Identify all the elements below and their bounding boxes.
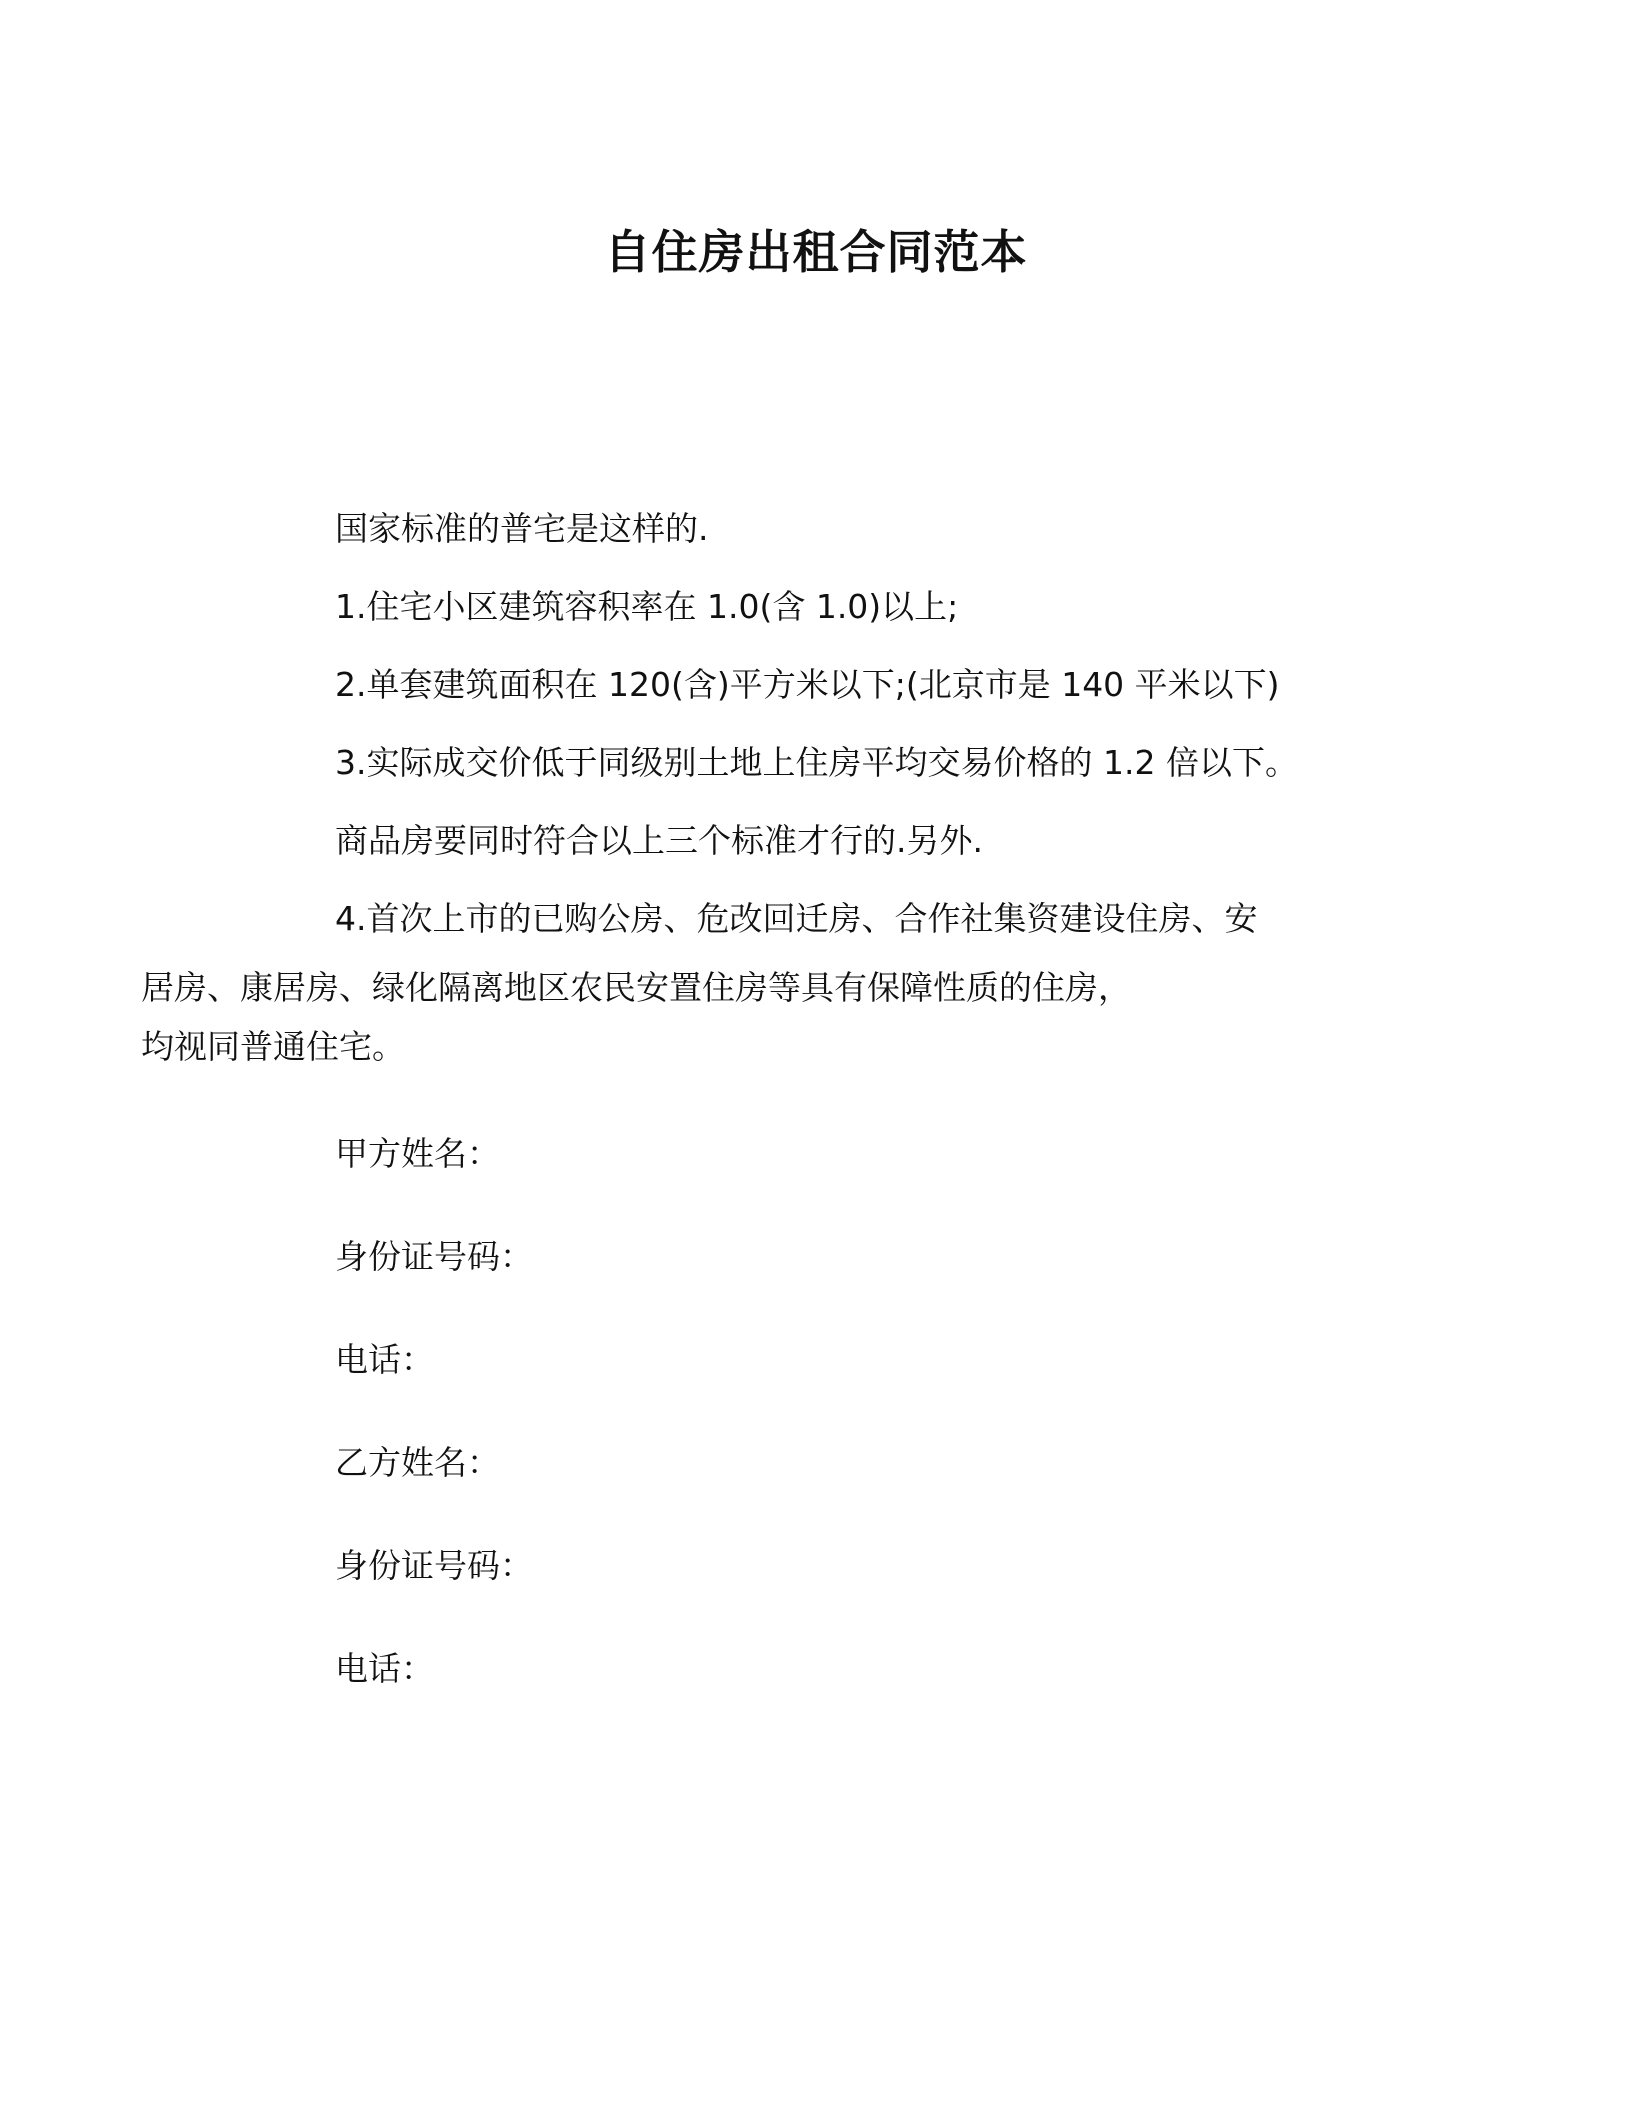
paragraph-criterion-3: 3.实际成交价低于同级别土地上住房平均交易价格的 1.2 倍以下。 — [335, 743, 1298, 782]
paragraph-criterion-4-line-3: 均视同普通住宅。 — [141, 1027, 405, 1066]
party-b-name-label: 乙方姓名： — [335, 1443, 500, 1482]
paragraph-requirement: 商品房要同时符合以上三个标准才行的.另外. — [335, 821, 983, 860]
party-b-id-label: 身份证号码： — [335, 1546, 533, 1585]
paragraph-criterion-2: 2.单套建筑面积在 120(含)平方米以下;(北京市是 140 平米以下) — [335, 665, 1280, 704]
paragraph-criterion-4-line-1: 4.首次上市的已购公房、危改回迁房、合作社集资建设住房、安 — [335, 899, 1258, 938]
document-title: 自住房出租合同范本 — [604, 225, 1028, 279]
party-a-name-label: 甲方姓名： — [335, 1134, 500, 1173]
party-a-phone-label: 电话： — [335, 1340, 434, 1379]
paragraph-criterion-4-line-2: 居房、康居房、绿化隔离地区农民安置住房等具有保障性质的住房， — [141, 968, 1131, 1007]
party-a-id-label: 身份证号码： — [335, 1237, 533, 1276]
paragraph-criterion-1: 1.住宅小区建筑容积率在 1.0(含 1.0)以上; — [335, 587, 959, 626]
party-b-phone-label: 电话： — [335, 1649, 434, 1688]
document-body — [141, 490, 1398, 1720]
paragraph-criterion-4 — [141, 880, 1398, 1076]
paragraph-intro: 国家标准的普宅是这样的. — [335, 509, 709, 548]
